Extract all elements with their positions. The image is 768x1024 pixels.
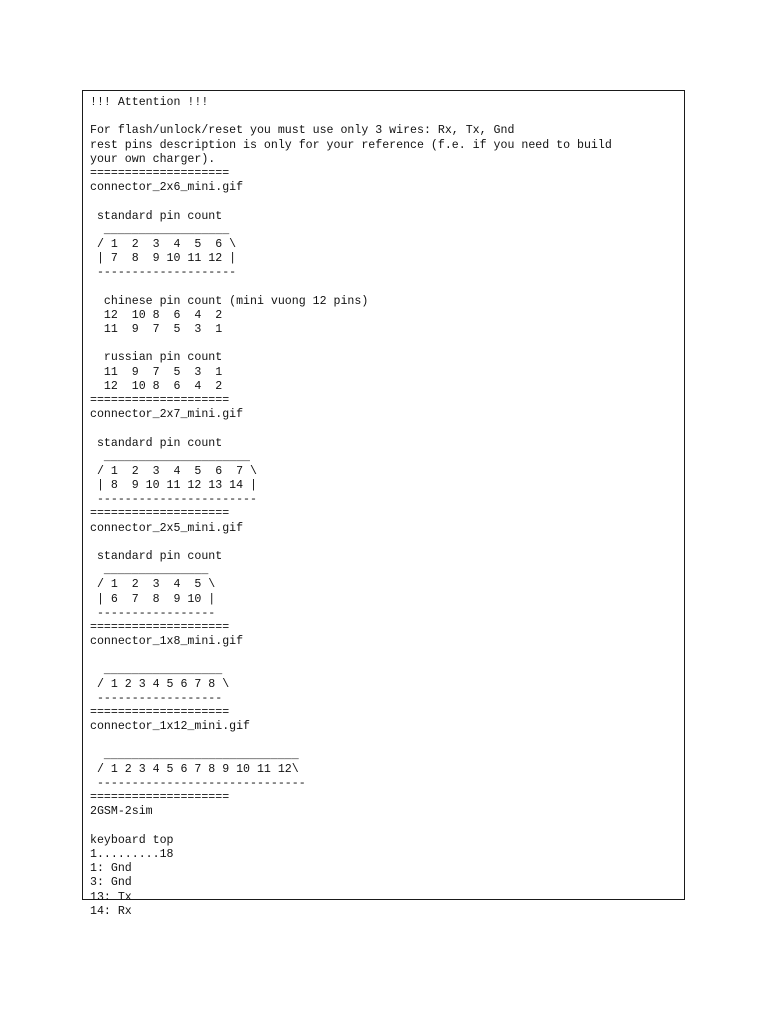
document-line: connector_2x5_mini.gif — [90, 521, 244, 535]
document-line: ==================== — [90, 706, 230, 720]
document-line: / 1 2 3 4 5 6 7 \ — [90, 464, 257, 478]
document-line: ==================== — [90, 393, 230, 407]
document-line: ----------------------- — [90, 493, 257, 507]
document-line: ==================== — [90, 791, 230, 805]
document-line: ------------------ — [90, 691, 223, 705]
document-line: ----------------- — [90, 606, 216, 620]
document-line: ------------------------------ — [90, 777, 306, 790]
document-line: 1: Gnd — [90, 862, 132, 876]
document-line: 13: Tx — [90, 890, 132, 904]
document-line: For flash/unlock/reset you must use only 3 wires: Rx, Tx, Gnd — [90, 124, 515, 138]
document-line: your own charger). — [90, 152, 216, 166]
document-line: !!! Attention !!! — [90, 96, 209, 109]
document-line: 14: Rx — [90, 904, 132, 918]
document-line — [90, 195, 684, 209]
document-line: chinese pin count (mini vuong 12 pins) — [90, 294, 369, 308]
document-line: 3: Gnd — [90, 876, 132, 890]
document-line: connector_2x6_mini.gif — [90, 181, 244, 195]
document-line: ==================== — [90, 620, 230, 634]
document-line: standard pin count — [90, 550, 223, 563]
document-line: | 6 7 8 9 10 | — [90, 592, 216, 606]
document-line: connector_2x7_mini.gif — [90, 408, 244, 422]
document-line: _______________ — [90, 564, 209, 578]
document-line: russian pin count — [90, 351, 223, 365]
document-line: / 1 2 3 4 5 6 7 8 \ — [90, 677, 230, 691]
document-line: 12 10 8 6 4 2 — [90, 379, 223, 393]
document-line: | 8 9 10 11 12 13 14 | — [90, 479, 257, 493]
document-line: / 1 2 3 4 5 6 7 8 9 10 11 12\ — [90, 762, 299, 776]
document-line — [90, 337, 684, 351]
document-line: __________________ — [90, 223, 230, 237]
document-line: _____________________ — [90, 450, 251, 464]
document-line: 2GSM-2sim — [90, 805, 153, 819]
document-line: ____________________________ — [90, 748, 299, 762]
document-line: rest pins description is only for your reference (f.e. if you need to build — [90, 138, 612, 152]
document-line: connector_1x12_mini.gif — [90, 720, 251, 734]
document-line: connector_1x8_mini.gif — [90, 635, 244, 649]
document-line: / 1 2 3 4 5 6 \ — [90, 237, 237, 251]
document-line: ==================== — [90, 507, 230, 521]
document-line — [90, 110, 684, 124]
document-line: / 1 2 3 4 5 \ — [90, 578, 216, 592]
document-line: ==================== — [90, 166, 230, 180]
document-line: keyboard top — [90, 833, 174, 847]
document-line: _________________ — [90, 663, 223, 677]
document-line: standard pin count — [90, 209, 223, 223]
document-line — [90, 820, 684, 834]
document-frame — [82, 90, 685, 918]
document-line: 11 9 7 5 3 1 — [90, 323, 223, 336]
document-line: 1.........18 — [90, 847, 174, 861]
document-line — [90, 422, 684, 436]
document-line — [90, 280, 684, 294]
document-line — [90, 536, 684, 550]
document-line: -------------------- — [90, 266, 237, 280]
document-line — [90, 734, 684, 748]
document-line: 12 10 8 6 4 2 — [90, 308, 223, 322]
document-line — [90, 649, 684, 663]
document-line: | 7 8 9 10 11 12 | — [90, 252, 237, 266]
document-line: standard pin count — [90, 436, 223, 450]
document-text — [83, 91, 684, 919]
document-line: 11 9 7 5 3 1 — [90, 365, 223, 379]
